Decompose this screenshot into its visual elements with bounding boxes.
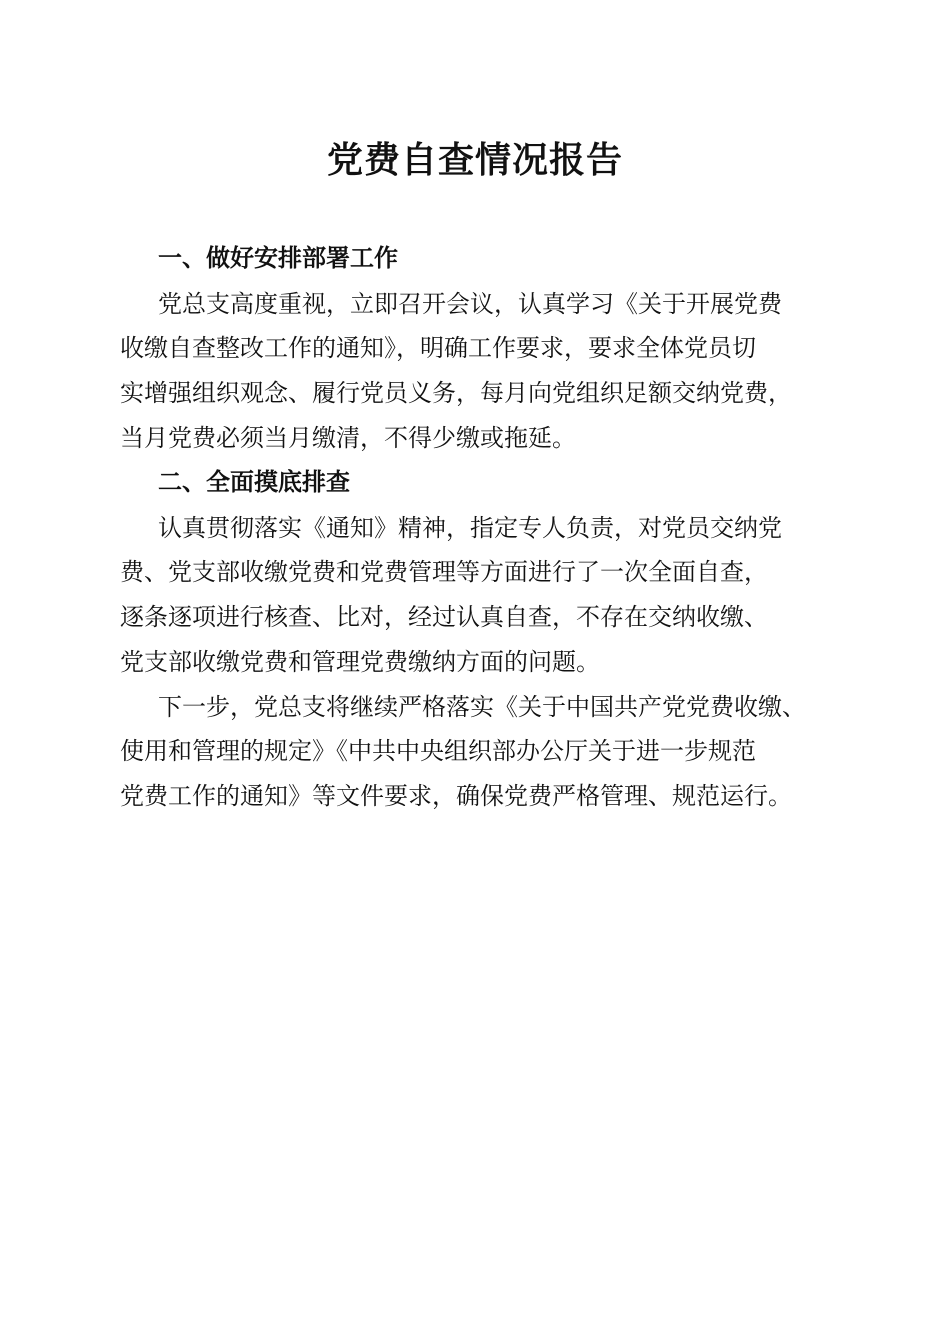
paragraph-line: 逐条逐项进行核查、比对，经过认真自查，不存在交纳收缴、	[120, 603, 768, 631]
paragraph-line: 使用和管理的规定》《中共中央组织部办公厅关于进一步规范	[120, 737, 756, 765]
paragraph-line: 收缴自查整改工作的通知》，明确工作要求，要求全体党员切	[120, 334, 756, 362]
section-1-heading: 一、做好安排部署工作	[158, 244, 398, 272]
paragraph-line: 党支部收缴党费和管理党费缴纳方面的问题。	[120, 648, 600, 676]
paragraph-line: 当月党费必须当月缴清，不得少缴或拖延。	[120, 424, 576, 452]
paragraph-line: 实增强组织观念、履行党员义务，每月向党组织足额交纳党费，	[120, 379, 792, 407]
paragraph-line: 费、党支部收缴党费和党费管理等方面进行了一次全面自查，	[120, 558, 768, 586]
paragraph-line: 党总支高度重视，立即召开会议，认真学习《关于开展党费	[158, 290, 782, 318]
paragraph-line: 下一步，党总支将继续严格落实《关于中国共产党党费收缴、	[158, 693, 806, 721]
section-2-heading: 二、全面摸底排查	[158, 468, 350, 496]
paragraph-line: 认真贯彻落实《通知》精神，指定专人负责，对党员交纳党	[158, 514, 782, 542]
document-title: 党费自查情况报告	[326, 139, 623, 181]
paragraph-line: 党费工作的通知》等文件要求，确保党费严格管理、规范运行。	[120, 782, 792, 810]
